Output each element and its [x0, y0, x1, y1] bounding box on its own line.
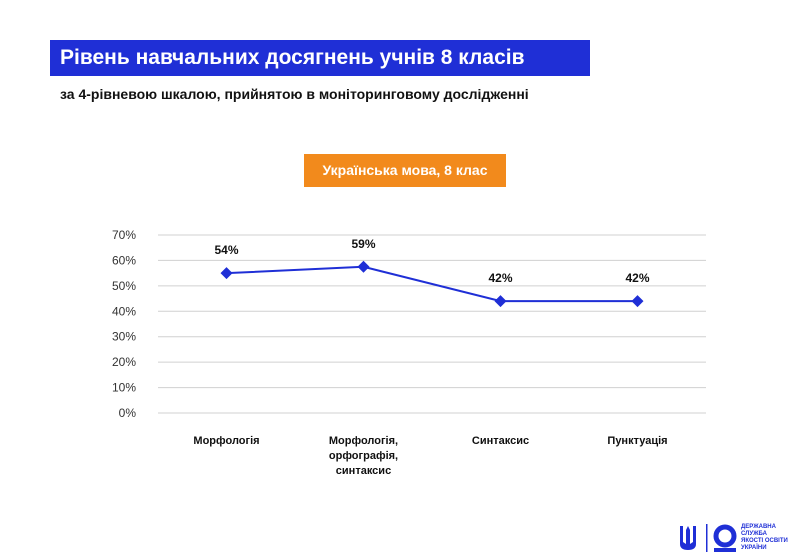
org-logo-icon [714, 527, 736, 552]
x-tick-label: Морфологія, орфографія, синтаксис [328, 435, 399, 477]
series-line [227, 267, 638, 301]
data-point [632, 295, 644, 307]
y-tick-label: 40% [111, 304, 136, 319]
y-tick-label: 30% [111, 329, 136, 344]
x-tick-label: Пунктуація [607, 435, 668, 447]
y-tick-label: 70% [111, 228, 136, 242]
data-point [495, 295, 507, 307]
footer-org-name: ДЕРЖАВНА СЛУЖБА ЯКОСТІ ОСВІТИ УКРАЇНИ [741, 524, 788, 551]
data-point [358, 261, 370, 273]
y-tick-label: 60% [111, 253, 136, 268]
data-label: 42% [488, 271, 513, 286]
data-label: 54% [214, 243, 239, 258]
y-tick-label: 20% [111, 355, 136, 370]
trident-icon [680, 526, 696, 550]
chart-title-badge: Українська мова, 8 клас [304, 154, 506, 187]
y-tick-label: 0% [118, 406, 136, 420]
y-tick-label: 10% [111, 380, 136, 395]
page-title: Рівень навчальних досягнень учнів 8 класів [50, 40, 590, 76]
data-label: 59% [351, 236, 376, 251]
y-tick-label: 50% [111, 278, 136, 293]
x-tick-label: Синтаксис [471, 435, 530, 447]
data-point [221, 267, 233, 279]
data-label: 42% [625, 271, 650, 286]
page-subtitle: за 4-рівневою шкалою, прийнятою в моніторинговому дослідженні [60, 86, 529, 102]
x-tick-label: Морфологія [193, 435, 260, 447]
